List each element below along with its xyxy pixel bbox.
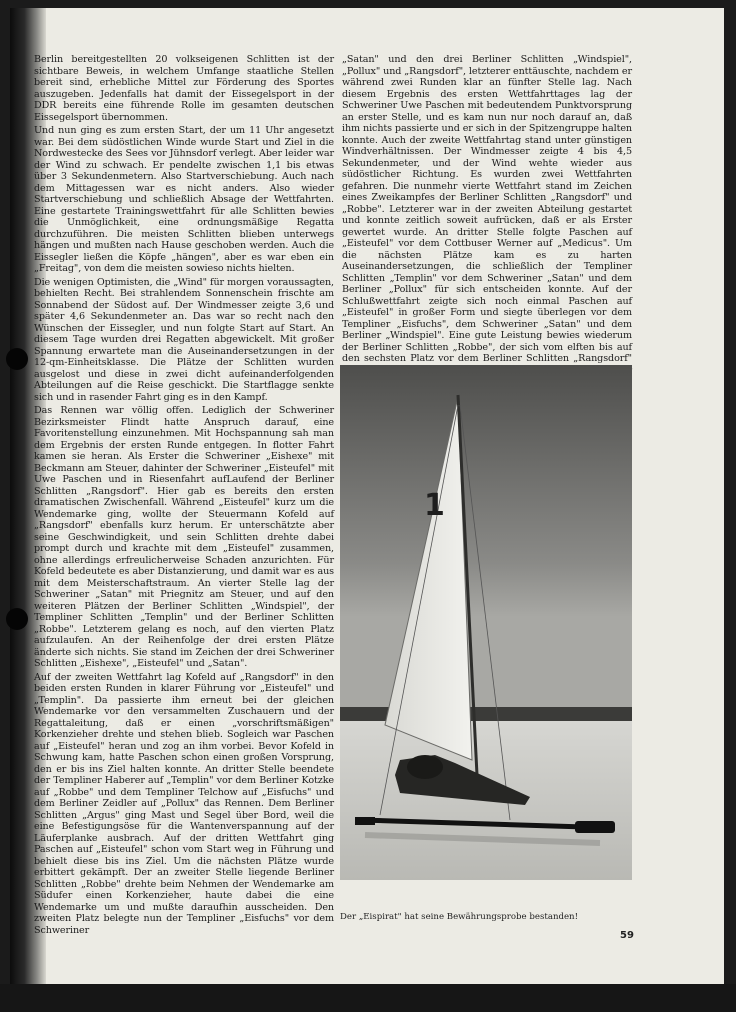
punch-hole (6, 608, 28, 630)
paragraph: Und nun ging es zum ersten Start, der um 11 Uhr angesetzt war. Bei dem südöstlichen Winde wurde Start und Ziel in die Nordwestecke des Sees vor Jühnsdorf verlegt. Aber leider war der Wind zu schwach. Er pendelte zwischen 1,1 bis etwas über 3 Sekundenmetern. Also Startverschiebung. Auch nach dem Mittagessen war es nicht anders. Also wieder Startverschiebung und schließlich Absage der Wettfahrten. Eine gestartete Trainingswettfahrt für alle Schlitten bewies die Unmöglichkeit, eine ordnungsmäßige Regatta durchzuführen. Die meisten Schlitten blieben unterwegs hängen und mußten nach Hause geschoben werden. Auch die Eissegler ließen die Köpfe „hängen", aber es war eben ein „Freitag", von dem die meisten sowieso nichts hielten. (34, 125, 334, 274)
iceboat-photo (340, 365, 632, 880)
paragraph: Berlin bereitgestellten 20 volkseigenen Schlitten ist der sichtbare Beweis, in welchem Umfange staatliche Stellen bereit sind, erhebliche Mittel zur Förderung des Sportes auszugeben. Jedenfalls hat damit der Eissegelsport in der DDR bereits eine führende Rolle im gesamten deutschen Eissegelsport übernommen. (34, 54, 334, 123)
scan-border (0, 984, 736, 1012)
punch-hole (6, 348, 28, 370)
photo-caption: Der „Eispirat" hat seine Bewährungsprobe bestanden! (340, 912, 579, 922)
paragraph: Auf der zweiten Wettfahrt lag Kofeld auf „Rangsdorf" in den beiden ersten Runden in klarer Führung vor „Eisteufel" und „Templin". Da passierte ihm erneut bei der gleichen Wendemarke vor den versammelten Zuschauern und der Regattaleitung, daß er einen „vorschriftsmäßigen" Korkenzieher drehte und stehen blieb. Sogleich war Paschen auf „Eisteufel" heran und zog an ihm vorbei. Bevor Kofeld in Schwung kam, hatte Paschen schon einen großen Vorsprung, den er bis ins Ziel halten konnte. An dritter Stelle beendete der Templiner Haberer auf „Templin" vor dem Berliner Kotzke auf „Robbe" und dem Templiner Telchow auf „Eisfuchs" und dem Berliner Zeidler auf „Pollux" das Rennen. Dem Berliner Schlitten „Argus" ging Mast und Segel über Bord, weil die eine Befestigungsöse für die Wantenverspannung auf der Läuferplanke ausbrach. Auf der dritten Wettfahrt ging Paschen auf „Eisteufel" schon vom Start weg in Führung und behielt diese bis ins Ziel. Um die nächsten Plätze wurde erbittert gekämpft. Der an zweiter Stelle liegende Berliner Schlitten „Robbe" drehte beim Nehmen der Wendemarke am Südufer einen Korkenzieher, haute dabei die eine Wendemarke um und mußte daraufhin ausscheiden. Den zweiten Platz belegte nun der Templiner „Eisfuchs" vor dem Schweriner (34, 671, 334, 936)
left-text-column (34, 54, 334, 936)
iceboat-photo-illustration (340, 365, 632, 880)
right-text-column (342, 54, 632, 364)
paragraph: Das Rennen war völlig offen. Lediglich der Schweriner Bezirksmeister Flindt hatte Anspruch darauf, eine Favoritenstellung einzunehmen. Mit Hochspannung sah man dem Ergebnis der ersten Runde entgegen. In flotter Fahrt kamen sie heran. Als Erster die Schweriner „Eishexe" mit Beckmann am Steuer, dahinter der Schweriner „Eisteufel" mit Uwe Paschen und in Riesenfahrt aufLaufend der Berliner Schlitten „Rangsdorf". Hier gab es bereits den ersten dramatischen Zwischenfall. Während „Eisteufel" kurz um die Wendemarke ging, wollte der Steuermann Kofeld auf „Rangsdorf" ebenfalls kurz herum. Er unterschätzte aber seine Geschwindigkeit, und sein Schlitten drehte dabei prompt durch und krachte mit dem „Eisteufel" zusammen, ohne allerdings erfreulicherweise Schaden anzurichten. Für Kofeld bedeutete es aber Distanzierung, und damit war es aus mit dem Meisterschaftstraum. An vierter Stelle lag der Schweriner „Satan" mit Priegnitz am Steuer, und auf den weiteren Plätzen der Berliner Schlitten „Windspiel", der Templiner Schlitten „Templin" und der Berliner Schlitten „Robbe". Letzterem gelang es noch, auf den vierten Platz aufzulaufen. An der Reihenfolge der drei ersten Plätze änderte sich nichts. Sie stand im Zeichen der drei Schweriner Schlitten „Eishexe", „Eisteufel" und „Satan". (34, 405, 334, 669)
paragraph: „Satan" und den drei Berliner Schlitten „Windspiel", „Pollux" und „Rangsdorf", letzterer enttäuschte, nachdem er während zwei Runden klar an fünfter Stelle lag. Nach diesem Ergebnis des ersten Wettfahrttages lag der Schweriner Uwe Paschen mit bedeutendem Punktvorsprung an erster Stelle, und es kam nun nur noch darauf an, daß ihm nichts passierte und er sich in der Spitzengruppe halten konnte. Auch der zweite Wettfahrtag stand unter günstigen Windverhältnissen. Der Windmesser zeigte 4 bis 4,5 Sekundenmeter, und der Wind wehte wieder aus südöstlicher Richtung. Es wurden zwei Wettfahrten gefahren. Die nunmehr vierte Wettfahrt stand im Zeichen eines Zweikampfes der Berliner Schlitten „Rangsdorf" und „Robbe". Letzterer war in der zweiten Abteilung gestartet und konnte zeitlich soweit aufrücken, daß er als Erster gewertet wurde. An dritter Stelle folgte Paschen auf „Eisteufel" vor dem Cottbuser Werner auf „Medicus". Um die nächsten Plätze kam es zu harten Auseinandersetzungen, die schließlich der Templiner Schlitten „Templin" vor dem Schweriner „Satan" und dem Berliner „Pollux" für sich entscheiden konnte. Auf der Schlußwettfahrt zeigte sich noch einmal Paschen auf „Eisteufel" in großer Form und siegte überlegen vor dem Templiner „Eisfuchs", dem Schweriner „Satan" und dem Berliner „Windspiel". Eine gute Leistung bewies wiederum der Berliner Schlitten „Robbe", der sich vom elften bis auf den sechsten Platz vor dem Berliner Schlitten „Rangsdorf" (342, 54, 632, 364)
book-page (10, 8, 724, 984)
paragraph: Die wenigen Optimisten, die „Wind" für morgen voraussagten, behielten Recht. Bei strahlendem Sonnenschein frischte am Sonnabend der Südost auf. Der Windmesser zeigte 3,6 und später 4,6 Sekundenmeter an. Das war so recht nach den Wünschen der Eissegler, und nun folgte Start auf Start. An diesem Tage wurden drei Regatten abgewickelt. Mit großer Spannung erwartete man die Auseinandersetzungen in der 12-qm-Einheitsklasse. Die Plätze der Schlitten wurden ausgelost und diese in zwei dicht aufeinanderfolgenden Abteilungen auf die Reise geschickt. Die Startflagge senkte sich und in rasender Fahrt ging es in den Kampf. (34, 276, 334, 403)
sail-number: 1 (424, 488, 445, 523)
page-number: 59 (620, 930, 634, 941)
